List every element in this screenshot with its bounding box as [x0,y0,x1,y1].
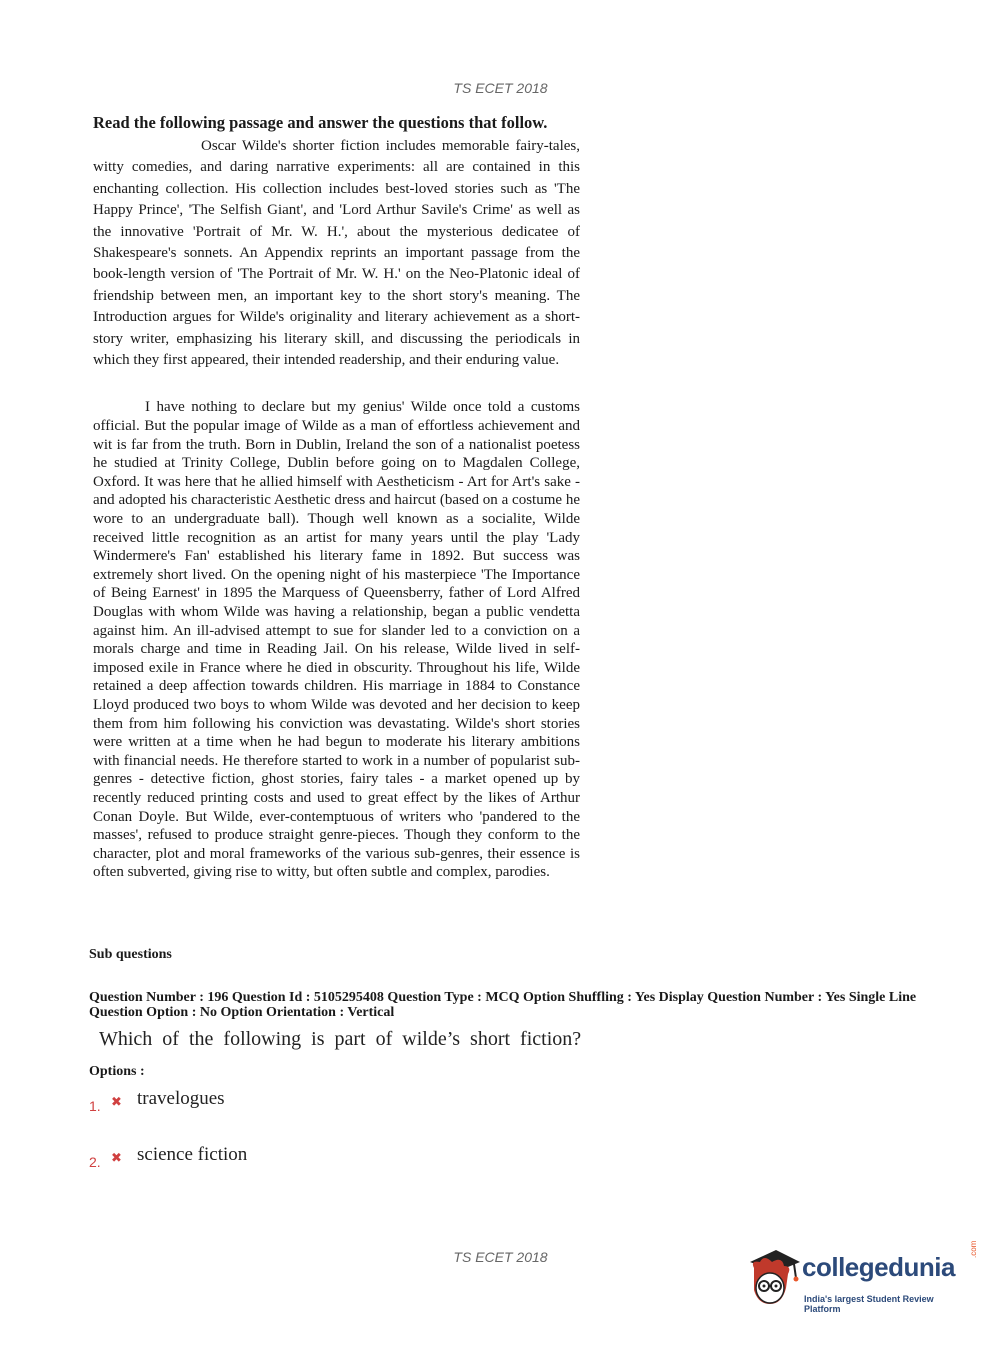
sub-questions-label: Sub questions [89,947,172,962]
question-text: Which of the following is part of wilde’s short fiction? [99,1028,582,1050]
option-number: 1. [89,1098,101,1114]
question-meta: Question Number : 196 Question Id : 5105295408 Question Type : MCQ Option Shuffling : Yes Display Question Number : Yes Single Line Question Option : No Option Orientation : Vertical [89,990,917,1020]
passage-heading: Read the following passage and answer the questions that follow. [93,113,548,132]
page-header: TS ECET 2018 [453,80,548,96]
mascot-icon [742,1248,802,1310]
cross-icon: ✖ [111,1095,122,1110]
passage-paragraph-1: Oscar Wilde's shorter fiction includes memorable fairy-tales, witty comedies, and daring narrative experiments: all are contained in this enchanting collection. His collection includes best-loved stories such as 'The Happy Prince', 'The Selfish Giant', and 'Lord Arthur Savile's Crime' as well as the innovative 'Portrait of Mr. W. H.', about the mysterious dedicatee of Shakespeare's sonnets. An Appendix reprints an important passage from the book-length version of 'The Portrait of Mr. W. H.' on the Neo-Platonic ideal of friendship between men, an important key to the short story's meaning. The Introduction argues for Wilde's originality and literary achievement as a short-story writer, emphasizing his literary skill, and discussing the periodicals in which they first appeared, their intended readership, and their enduring value. [93,138,580,369]
collegedunia-logo [742,1240,978,1318]
option-number: 2. [89,1154,101,1170]
logo-suffix: .com [969,1240,978,1258]
option-text: travelogues [137,1088,225,1109]
cross-icon: ✖ [111,1151,122,1166]
passage-paragraph-2: I have nothing to declare but my genius' Wilde once told a customs official. But the popular image of Wilde as a man of effortless achievement and wit is far from the truth. Born in Dublin, Ireland the son of a nationalist poetess he studied at Trinity College, Dublin before going on to Magdalen College, Oxford. It was here that he allied himself with Aestheticism - Art for Art's sake - and adopted his characteristic Aesthetic dress and haircut (based on a costume he wore to an undergraduate ball). Though well known as a socialite, Wilde received little recognition as an artist for many years until the play 'Lady Windermere's Fan' established his literary fame in 1892. But success was extremely short lived. On the opening night of his masterpiece 'The Importance of Being Earnest' in 1895 the Marquess of Queensberry, father of Lord Alfred Douglas with whom Wilde was having a relationship, began a public vendetta against him. An ill-advised attempt to sue for slander led to a conviction on a morals charge and time in Reading Jail. On his release, Wilde lived in self-imposed exile in France where he died in obscurity. Throughout his life, Wilde retained a deep affection towards children. His marriage in 1884 to Constance Lloyd produced two boys to whom Wilde was devoted and her decision to keep them from him following his conviction was devastating. Wilde's short stories were written at a time when he had begun to moderate his literary ambitions with financial needs. He therefore started to work in a number of popularist sub-genres - detective fiction, ghost stories, fairy tales - a market opened up by recently reduced printing costs and used to great effect by the likes of Arthur Conan Doyle. But Wilde, ever-contemptuous of writers who 'pandered to the masses', refused to produce straight genre-pieces. Though they conform to the character, plot and moral frameworks of the various sub-genres, their essence is often subverted, giving rise to witty, but often subtle and complex, parodies. [93,399,580,881]
option-text: science fiction [137,1144,248,1165]
logo-tagline: India's largest Student Review Platform [804,1294,934,1314]
reading-passage [93,113,580,882]
logo-name: collegedunia [802,1252,955,1282]
page-footer: TS ECET 2018 [453,1249,548,1265]
options-label: Options : [89,1064,145,1079]
